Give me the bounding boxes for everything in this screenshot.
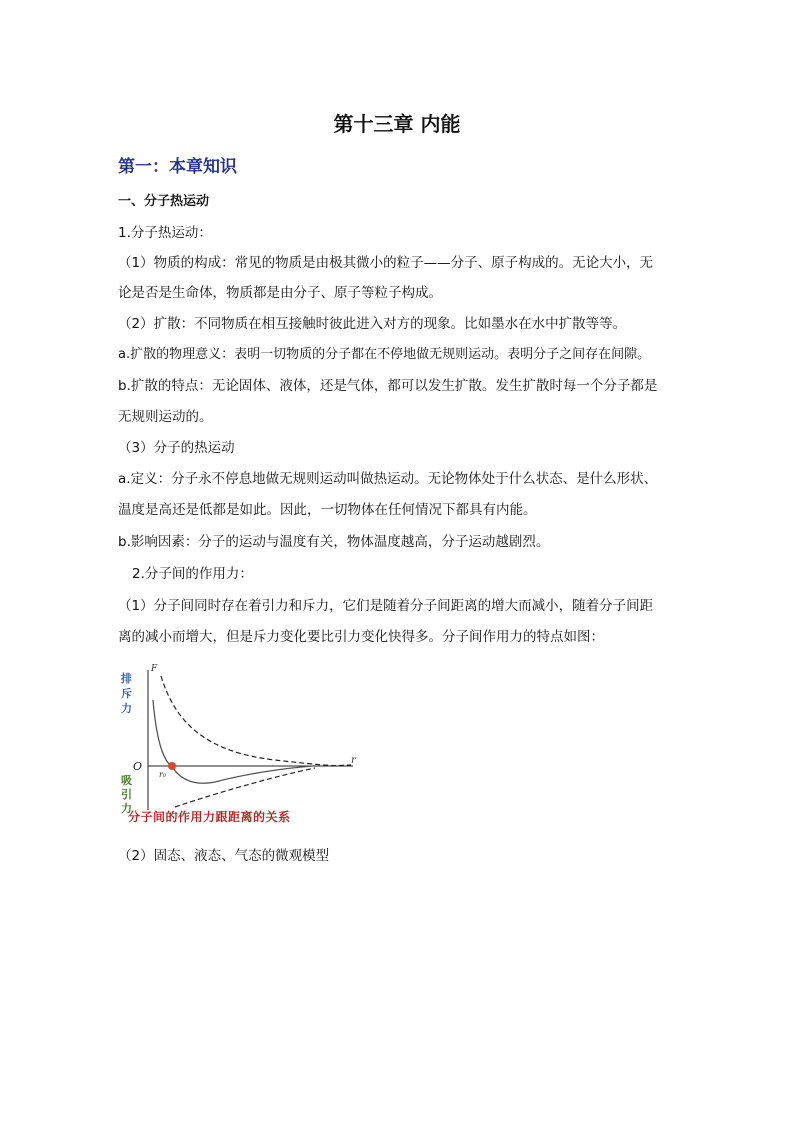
origin-label: O [133,760,143,773]
figure-caption: 分子间的作用力跟距离的关系 [128,810,291,824]
resultant-curve [153,700,313,783]
attraction-char: 力 [121,802,132,815]
text-line: b.扩散的特点：无论固体、液体，还是气体，都可以发生扩散。发生扩散时每一个分子都是 [118,378,658,394]
text-line: 论是否是生命体，物质都是由分子、原子等粒子构成。 [118,285,442,301]
text-line: a.定义：分子永不停息地做无规则运动叫做热运动。无论物体处于什么状态、是什么形状、 [118,471,658,487]
axis-f-label: F [151,664,158,674]
repulsion-char: 排 [121,672,132,685]
text-line: 离的减小而增大，但是斥力变化要比引力变化快得多。分子间作用力的特点如图： [118,629,604,645]
page-title: 第十三章 内能 [333,112,461,136]
molecular-force-figure [115,662,377,830]
text-line: 温度是高还是低都是如此。因此，一切物体在任何情况下都具有内能。 [118,502,537,518]
attraction-char: 吸 [121,774,132,787]
text-line: （3）分子的热运动 [118,440,235,456]
text-line: b.影响因素：分子的运动与温度有关，物体温度越高，分子运动越剧烈。 [118,534,550,550]
text-line: 2.分子间的作用力： [132,566,253,582]
text-line: （2）扩散：不同物质在相互接触时彼此进入对方的现象。比如墨水在水中扩散等等。 [118,316,627,332]
text-line: 无规则运动的。 [118,409,213,425]
attraction-char: 引 [121,788,132,801]
equilibrium-point [168,762,176,770]
section-heading: 第一：本章知识 [118,157,237,177]
r0-label: r₀ [159,770,167,779]
repulsion-curve [161,676,351,766]
text-line: 1.分子热运动： [118,225,212,241]
repulsion-char: 斥 [121,687,132,700]
text-line: a.扩散的物理意义：表明一切物质的分子都在不停地做无规则运动。表明分子之间存在间隙。 [118,347,651,362]
text-line: （2）固态、液态、气态的微观模型 [118,848,330,864]
repulsion-char: 力 [121,702,132,715]
text-line: （1）分子间同时存在着引力和斥力，它们是随着分子间距离的增大而减小，随着分子间距 [118,598,654,614]
subsection-heading: 一、分子热运动 [118,194,210,209]
attraction-curve [175,768,315,807]
axis-r-label: r [351,755,356,766]
text-line: （1）物质的构成：常见的物质是由极其微小的粒子——分子、原子构成的。无论大小，无 [118,255,654,271]
